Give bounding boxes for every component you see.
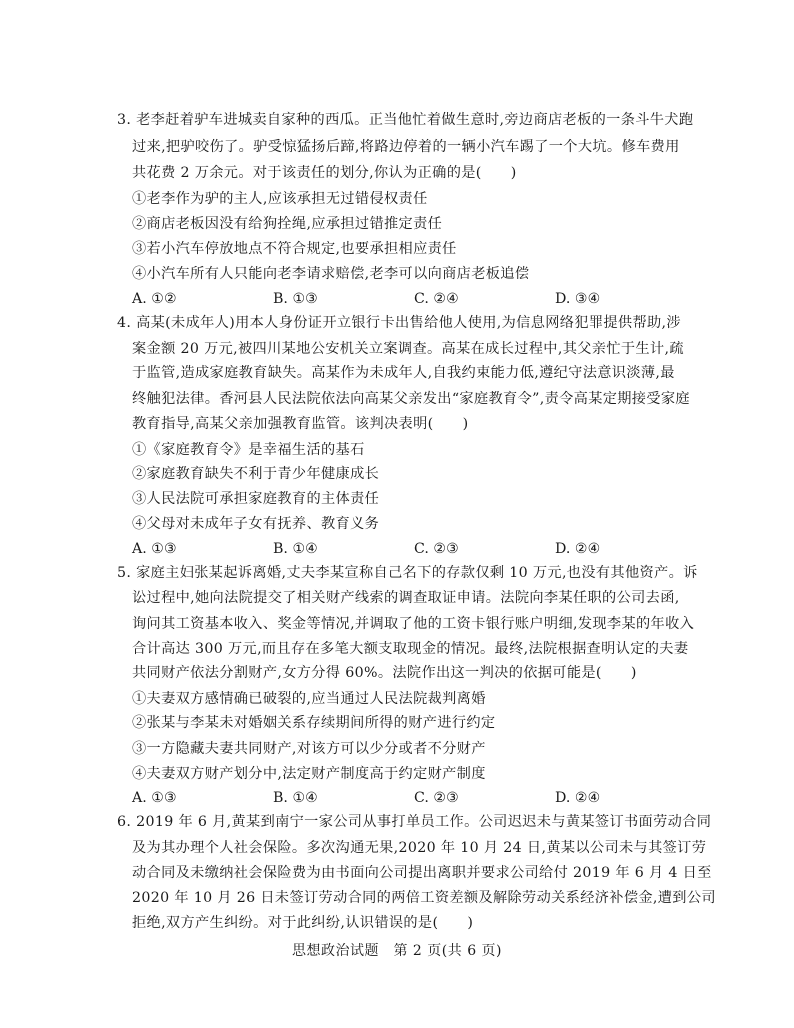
statement: ④夫妻双方财产划分中,法定财产制度高于约定财产制度 bbox=[132, 766, 486, 782]
question-text-line: 及为其办理个人社会保险。多次沟通无果,2020 年 10 月 24 日,黄某以公司未与其签订劳 bbox=[132, 840, 707, 856]
question-text-line: 讼过程中,她向法院提交了相关财产线索的调查取证申请。法院向李某任职的公司去函, bbox=[132, 590, 680, 606]
statement: ③一方隐藏夫妻共同财产,对该方可以少分或者不分财产 bbox=[132, 741, 486, 757]
choice-a[interactable]: A. ①② bbox=[132, 291, 177, 307]
choice-c[interactable]: C. ②③ bbox=[414, 541, 459, 557]
question-text-line: 终触犯法律。香河县人民法院依法向高某父亲发出“家庭教育令”,责令高某定期接受家庭 bbox=[132, 391, 690, 407]
choice-b[interactable]: B. ①④ bbox=[273, 541, 318, 557]
choice-b[interactable]: B. ①③ bbox=[273, 291, 318, 307]
statement: ③人民法院可承担家庭教育的主体责任 bbox=[132, 491, 380, 507]
choice-a[interactable]: A. ①③ bbox=[132, 541, 177, 557]
choice-d[interactable]: D. ②④ bbox=[555, 541, 601, 557]
question-text-line: 案金额 20 万元,被四川某地公安机关立案调查。高某在成长过程中,其父亲忙于生计,疏 bbox=[132, 341, 684, 357]
choice-c[interactable]: C. ②④ bbox=[414, 291, 459, 307]
statement: ②商店老板因没有给狗拴绳,应承担过错推定责任 bbox=[132, 216, 443, 232]
statement: ④父母对未成年子女有抚养、教育义务 bbox=[132, 516, 380, 532]
question-text-line: 3. 老李赶着驴车进城卖自家种的西瓜。正当他忙着做生意时,旁边商店老板的一条斗牛犬跑 bbox=[117, 112, 694, 128]
choice-b[interactable]: B. ①④ bbox=[273, 790, 318, 806]
choice-c[interactable]: C. ②③ bbox=[414, 790, 459, 806]
choice-a[interactable]: A. ①③ bbox=[132, 790, 177, 806]
question-text-line: 4. 高某(未成年人)用本人身份证开立银行卡出售给他人使用,为信息网络犯罪提供帮助,涉 bbox=[117, 315, 681, 331]
question-text-line: 过来,把驴咬伤了。驴受惊猛扬后蹄,将路边停着的一辆小汽车踢了一个大坑。修车费用 bbox=[132, 139, 680, 155]
question-text-line: 拒绝,双方产生纠纷。对于此纠纷,认识错误的是( ) bbox=[132, 915, 474, 931]
statement: ②张某与李某未对婚姻关系存续期间所得的财产进行约定 bbox=[132, 715, 496, 731]
question-text-line: 教育指导,高某父亲加强教育监管。该判决表明( ) bbox=[132, 416, 469, 432]
statement: ①夫妻双方感情确已破裂的,应当通过人民法院裁判离婚 bbox=[132, 691, 486, 707]
question-text-line: 共同财产依法分割财产,女方分得 60%。法院作出这一判决的依据可能是( ) bbox=[132, 665, 637, 681]
statement: ①《家庭教育令》是幸福生活的基石 bbox=[132, 442, 365, 458]
question-text-line: 询问其工资基本收入、奖金等情况,并调取了他的工资卡银行账户明细,发现李某的年收入 bbox=[132, 616, 695, 632]
question-text-line: 动合同及未缴纳社会保险费为由书面向公司提出离职并要求公司给付 2019 年 6 月 4 日至 bbox=[132, 865, 712, 881]
question-text-line: 5. 家庭主妇张某起诉离婚,丈夫李某宣称自己名下的存款仅剩 10 万元,也没有其他资产。诉 bbox=[117, 565, 698, 581]
question-text-line: 2020 年 10 月 26 日未签订劳动合同的两倍工资差额及解除劳动关系经济补偿金,遭到公司 bbox=[132, 890, 716, 906]
choice-d[interactable]: D. ②④ bbox=[555, 790, 601, 806]
page-footer: 思想政治试题 第 2 页(共 6 页) bbox=[291, 943, 503, 959]
question-text-line: 共花费 2 万余元。对于该责任的划分,你认为正确的是( ) bbox=[132, 165, 517, 181]
choice-d[interactable]: D. ③④ bbox=[555, 291, 601, 307]
statement: ②家庭教育缺失不利于青少年健康成长 bbox=[132, 466, 380, 482]
statement: ③若小汽车停放地点不符合规定,也要承担相应责任 bbox=[132, 241, 457, 257]
question-text-line: 6. 2019 年 6 月,黄某到南宁一家公司从事打单员工作。公司迟迟未与黄某签订书面劳动合同 bbox=[117, 814, 712, 830]
statement: ①老李作为驴的主人,应该承担无过错侵权责任 bbox=[132, 191, 428, 207]
statement: ④小汽车所有人只能向老李请求赔偿,老李可以向商店老板追偿 bbox=[132, 266, 530, 282]
question-text-line: 于监管,造成家庭教育缺失。高某作为未成年人,自我约束能力低,遵纪守法意识淡薄,最 bbox=[132, 365, 675, 381]
question-text-line: 合计高达 300 万元,而且存在多笔大额支取现金的情况。最终,法院根据查明认定的夫妻 bbox=[132, 641, 689, 657]
